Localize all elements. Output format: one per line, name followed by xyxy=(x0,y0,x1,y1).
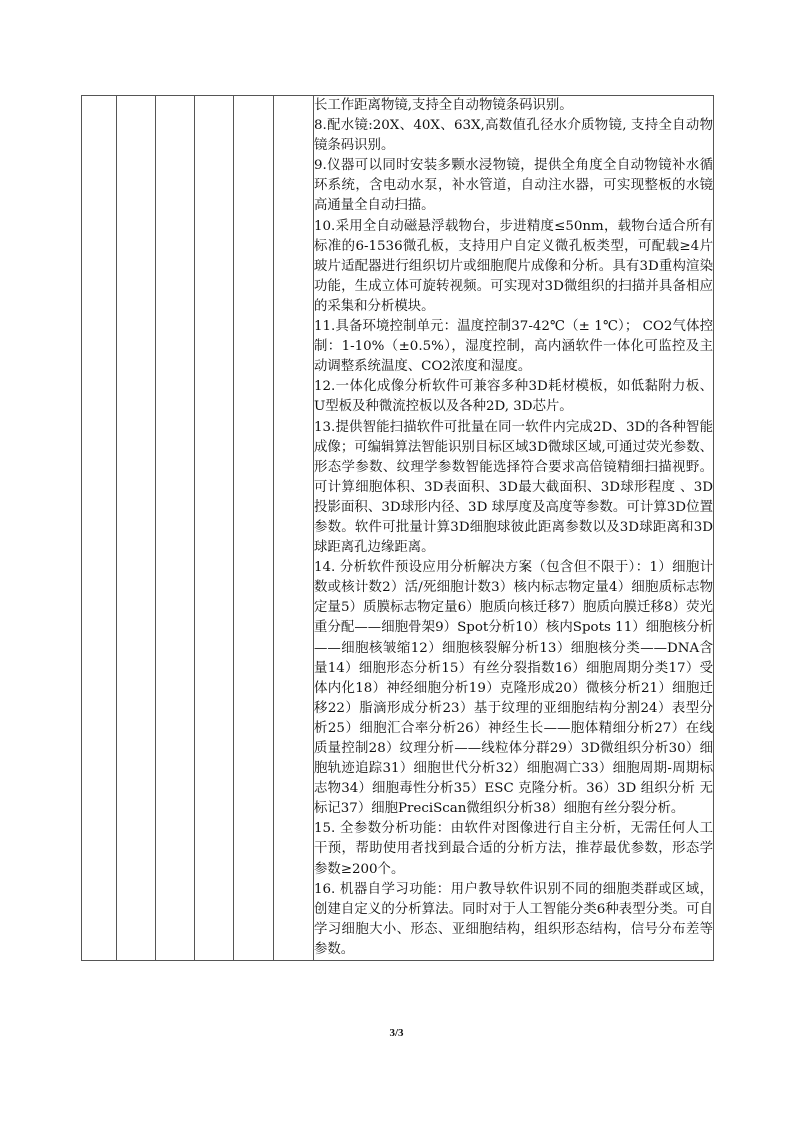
spec-paragraph: 长工作距离物镜,支持全自动物镜条码识别。 xyxy=(314,98,573,113)
spec-paragraph: 13.提供智能扫描软件可批量在同一软件内完成2D、3D的各种智能成像；可编辑算法智能识别目标区域3D微球区域,可通过荧光参数、形态学参数、纹理学参数智能选择符合要求高倍镜精细扫描视野。可计算细胞体积、3D表面积、3D最大截面积、3D球形程度 、3D投影面积、3D球形内径、3D 球厚度及高度等参数。可计算3D位置参数。软件可批量计算3D细胞球彼此距离参数以及3D球距离和3D球距离孔边缘距离。 xyxy=(314,419,713,556)
table-cell-empty xyxy=(82,96,117,961)
table-row xyxy=(82,96,714,961)
spec-paragraph: 11.具备环境控制单元：温度控制37-42℃（± 1℃）； CO2气体控制：1-10%（±0.5%），湿度控制，高内涵软件一体化可监控及主动调整系统温度、CO2浓度和湿度。 xyxy=(314,319,713,375)
spec-paragraph: 14. 分析软件预设应用分析解决方案（包含但不限于）：1）细胞计数或核计数2）活/死细胞计数3）核内标志物定量4）细胞质标志物定量5）质膜标志物定量6）胞质向核迁移7）胞质向膜迁移8）荧光重分配——细胞骨架9）Spot分析10）核内Spots 11）细胞核分析——细胞核皱缩12）细胞核裂解分析13）细胞核分类——DNA含量14）细胞形态分析15）有丝分裂指数16）细胞周期分类17）受体内化18）神经细胞分析19）克隆形成20）微核分析21）细胞迁移22）脂滴形成分析23）基于纹理的亚细胞结构分割24）表型分析25）细胞汇合率分析26）神经生长——胞体精细分析27）在线质量控制28）纹理分析——线粒体分群29）3D微组织分析30）细胞轨迹追踪31）细胞世代分析32）细胞凋亡33）细胞周期-周期标志物34）细胞毒性分析35）ESC 克隆分析。36）3D 组织分析 无标记37）细胞PreciScan微组织分析38）细胞有丝分裂分析。 xyxy=(314,560,713,817)
spec-paragraph: 16. 机器自学习功能：用户教导软件识别不同的细胞类群或区域，创建自定义的分析算法。同时对于人工智能分类6种表型分类。可自学习细胞大小、形态、亚细胞结构，组织形态结构，信号分布差等参数。 xyxy=(314,881,713,957)
spec-paragraph: 9.仪器可以同时安装多颗水浸物镜，提供全角度全自动物镜补水循环系统，含电动水泵，补水管道，自动注水器，可实现整板的水镜高通量全自动扫描。 xyxy=(314,158,713,214)
table-cell-empty xyxy=(274,96,314,961)
spec-table xyxy=(81,95,714,961)
spec-paragraph: 8.配水镜:20X、40X、63X,高数值孔径水介质物镜, 支持全自动物镜条码识别。 xyxy=(314,118,713,154)
table-cell-empty xyxy=(117,96,156,961)
spec-paragraph: 12.一体化成像分析软件可兼容多种3D耗材模板，如低黏附力板、U型板及种微流控板以及各种2D, 3D芯片。 xyxy=(314,379,713,415)
table-cell-empty xyxy=(195,96,234,961)
page-number: 3/3 xyxy=(389,1027,404,1039)
table-cell-empty xyxy=(156,96,195,961)
spec-paragraph: 15. 全参数分析功能：由软件对图像进行自主分析，无需任何人工干预，帮助使用者找到最合适的分析方法，推荐最优参数，形态学参数≥200个。 xyxy=(314,821,713,877)
table-cell-empty xyxy=(234,96,274,961)
spec-paragraph: 10.采用全自动磁悬浮载物台，步进精度≤50nm，载物台适合所有标准的6-1536微孔板，支持用户自定义微孔板类型，可配载≥4片玻片适配器进行组织切片或细胞爬片成像和分析。具有3D重构渲染功能，生成立体可旋转视频。可实现对3D微组织的扫描并具备相应的采集和分析模块。 xyxy=(314,218,713,314)
spec-description-cell xyxy=(314,96,714,961)
